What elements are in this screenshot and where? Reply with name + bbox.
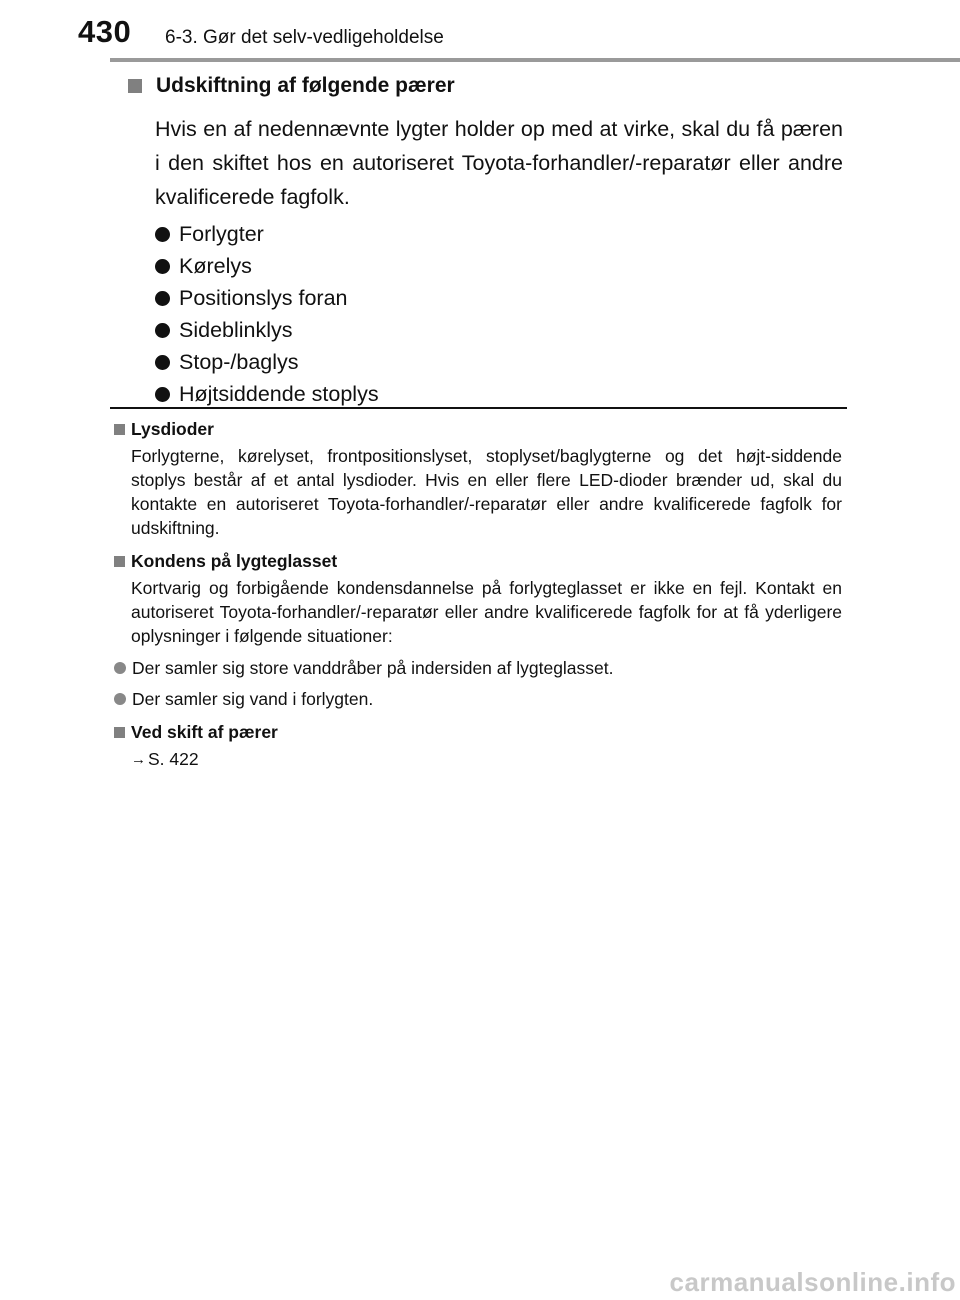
note-heading: Ved skift af pærer	[110, 719, 842, 745]
square-bullet-icon	[114, 556, 125, 567]
section-title: 6-3. Gør det selv-vedligeholdelse	[165, 27, 444, 48]
list-item: Højtsiddende stoplys	[155, 378, 843, 410]
page-number: 430	[78, 14, 132, 49]
list-item: Der samler sig store vanddråber på indersiden af lygteglasset.	[110, 656, 842, 680]
note-text: Kortvarig og forbigående kondensdannelse på forlygteglasset er ikke en fejl. Kontakt en autoriseret Toyota-forhandler/-reparatør eller andre kvalificerede fagfolk for at få yderligere oplysninger i følgende situationer:	[131, 578, 842, 646]
bullet-icon	[114, 662, 126, 674]
list-item: Stop-/baglys	[155, 346, 843, 378]
condensation-list	[110, 656, 842, 711]
note-lysdioder	[110, 416, 842, 540]
notes-section	[110, 416, 842, 779]
bullet-icon	[155, 387, 170, 402]
bullet-icon	[155, 227, 170, 242]
lamp-list	[155, 218, 843, 410]
watermark: carmanualsonline.info	[669, 1267, 956, 1297]
page-reference-text: S. 422	[148, 748, 199, 769]
note-skift	[110, 719, 842, 771]
bullet-icon	[114, 693, 126, 705]
list-item: Der samler sig vand i forlygten.	[110, 687, 842, 711]
page-reference[interactable]	[131, 747, 842, 771]
arrow-right-icon: →	[131, 750, 146, 768]
main-paragraph: Hvis en af nedennævnte lygter holder op med at virke, skal du få pæren i den skiftet hos en autoriseret Toyota-forhandler/-reparatør eller andre kvalificerede fagfolk.	[155, 117, 843, 209]
list-item: Positionslys foran	[155, 282, 843, 314]
list-item: Forlygter	[155, 218, 843, 250]
note-kondens	[110, 548, 842, 711]
main-section	[128, 70, 843, 410]
bullet-icon	[155, 355, 170, 370]
square-bullet-icon	[128, 79, 142, 93]
note-heading: Lysdioder	[110, 416, 842, 442]
notes-divider	[110, 407, 847, 409]
square-bullet-icon	[114, 727, 125, 738]
bullet-icon	[155, 323, 170, 338]
list-item: Sideblinklys	[155, 314, 843, 346]
bullet-icon	[155, 291, 170, 306]
header-rule	[110, 58, 960, 62]
square-bullet-icon	[114, 424, 125, 435]
main-heading-text: Udskiftning af følgende pærer	[156, 74, 455, 97]
note-text: Forlygterne, kørelyset, frontpositionslyset, stoplyset/baglygterne og det højt-siddende stoplys består af et antal lysdioder. Hvis en eller flere LED-dioder brænder ud, skal du kontakte en autoriseret Toyota-forhandler/-reparatør eller andre kvalificerede fagfolk for udskiftning.	[131, 446, 842, 538]
main-heading	[128, 70, 843, 102]
list-item: Kørelys	[155, 250, 843, 282]
note-heading: Kondens på lygteglasset	[110, 548, 842, 574]
bullet-icon	[155, 259, 170, 274]
